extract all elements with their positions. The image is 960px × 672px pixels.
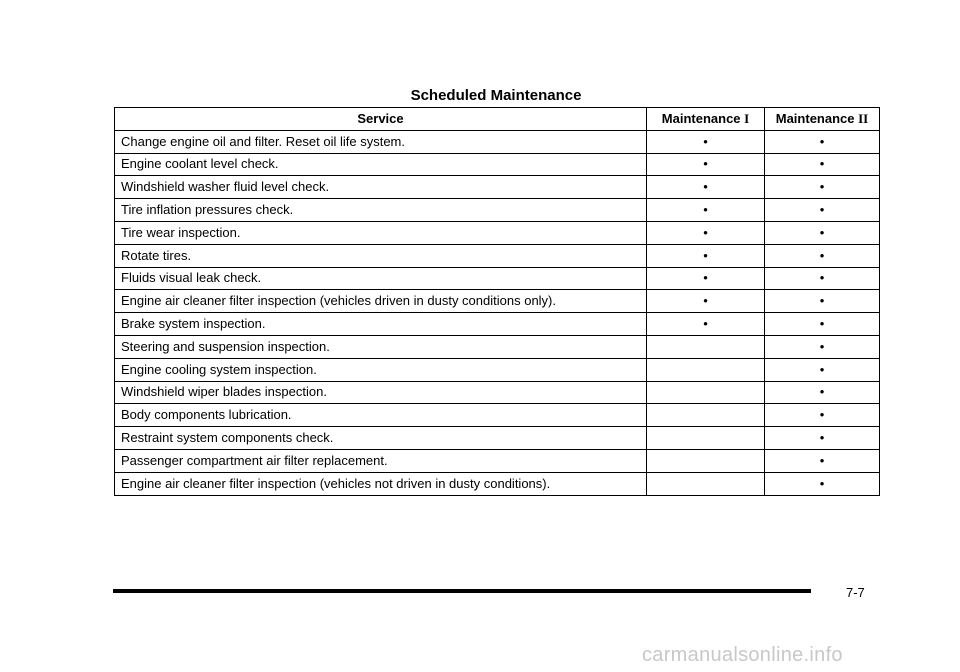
table-row: [115, 176, 880, 199]
page-title: Scheduled Maintenance: [410, 87, 582, 104]
maintenance-2-cell: •: [765, 313, 880, 336]
service-cell: Rotate tires.: [115, 244, 647, 267]
maintenance-2-cell: •: [765, 221, 880, 244]
table-row: [115, 267, 880, 290]
service-cell: Windshield wiper blades inspection.: [115, 381, 647, 404]
service-cell: Fluids visual leak check.: [115, 267, 647, 290]
maintenance-1-cell: •: [647, 199, 765, 222]
table-row: [115, 335, 880, 358]
maintenance-1-cell: [647, 404, 765, 427]
service-cell: Restraint system components check.: [115, 427, 647, 450]
maintenance-2-cell: •: [765, 358, 880, 381]
service-cell: Change engine oil and filter. Reset oil life system.: [115, 130, 647, 153]
maintenance-2-cell: •: [765, 472, 880, 495]
footer-rule: [113, 589, 811, 593]
maintenance-2-cell: •: [765, 381, 880, 404]
service-cell: Windshield washer fluid level check.: [115, 176, 647, 199]
header-maintenance-1-numeral: I: [744, 110, 750, 126]
table-row: [115, 313, 880, 336]
service-cell: Engine cooling system inspection.: [115, 358, 647, 381]
maintenance-1-cell: [647, 472, 765, 495]
maintenance-2-cell: •: [765, 335, 880, 358]
maintenance-1-cell: •: [647, 244, 765, 267]
service-cell: Steering and suspension inspection.: [115, 335, 647, 358]
maintenance-1-cell: [647, 449, 765, 472]
header-maintenance-2-text: Maintenance: [775, 110, 855, 126]
maintenance-1-cell: •: [647, 313, 765, 336]
table-row: [115, 404, 880, 427]
table-row: [115, 130, 880, 153]
service-cell: Body components lubrication.: [115, 404, 647, 427]
maintenance-1-cell: [647, 381, 765, 404]
maintenance-2-cell: •: [765, 290, 880, 313]
maintenance-1-cell: •: [647, 130, 765, 153]
header-service: Service: [115, 108, 647, 131]
service-cell: Brake system inspection.: [115, 313, 647, 336]
table-row: [115, 472, 880, 495]
service-cell: Tire inflation pressures check.: [115, 199, 647, 222]
maintenance-1-cell: •: [647, 176, 765, 199]
maintenance-2-cell: •: [765, 404, 880, 427]
maintenance-2-cell: •: [765, 449, 880, 472]
table-row: [115, 244, 880, 267]
maintenance-1-cell: •: [647, 290, 765, 313]
maintenance-2-cell: •: [765, 267, 880, 290]
table-row: [115, 427, 880, 450]
service-cell: Engine air cleaner filter inspection (vehicles driven in dusty conditions only).: [115, 290, 647, 313]
maintenance-1-cell: [647, 427, 765, 450]
table-header-row: [115, 108, 880, 131]
service-cell: Tire wear inspection.: [115, 221, 647, 244]
header-maintenance-2: [765, 108, 880, 131]
header-maintenance-1: [647, 108, 765, 131]
table-row: [115, 449, 880, 472]
maintenance-2-cell: •: [765, 130, 880, 153]
maintenance-1-cell: •: [647, 153, 765, 176]
service-cell: Engine coolant level check.: [115, 153, 647, 176]
maintenance-2-cell: •: [765, 153, 880, 176]
service-cell: Engine air cleaner filter inspection (vehicles not driven in dusty conditions).: [115, 472, 647, 495]
maintenance-1-cell: •: [647, 267, 765, 290]
page-number: 7-7: [846, 585, 865, 600]
maintenance-table: [114, 107, 880, 496]
maintenance-1-cell: •: [647, 221, 765, 244]
table-row: [115, 153, 880, 176]
maintenance-2-cell: •: [765, 244, 880, 267]
maintenance-2-cell: •: [765, 199, 880, 222]
table-row: [115, 290, 880, 313]
watermark-text: carmanualsonline.info: [642, 644, 843, 666]
header-maintenance-2-numeral: II: [858, 110, 869, 126]
table-row: [115, 199, 880, 222]
header-maintenance-1-text: Maintenance: [661, 110, 741, 126]
table-row: [115, 221, 880, 244]
maintenance-2-cell: •: [765, 176, 880, 199]
maintenance-1-cell: [647, 358, 765, 381]
table-row: [115, 381, 880, 404]
maintenance-2-cell: •: [765, 427, 880, 450]
maintenance-1-cell: [647, 335, 765, 358]
service-cell: Passenger compartment air filter replacement.: [115, 449, 647, 472]
table-row: [115, 358, 880, 381]
